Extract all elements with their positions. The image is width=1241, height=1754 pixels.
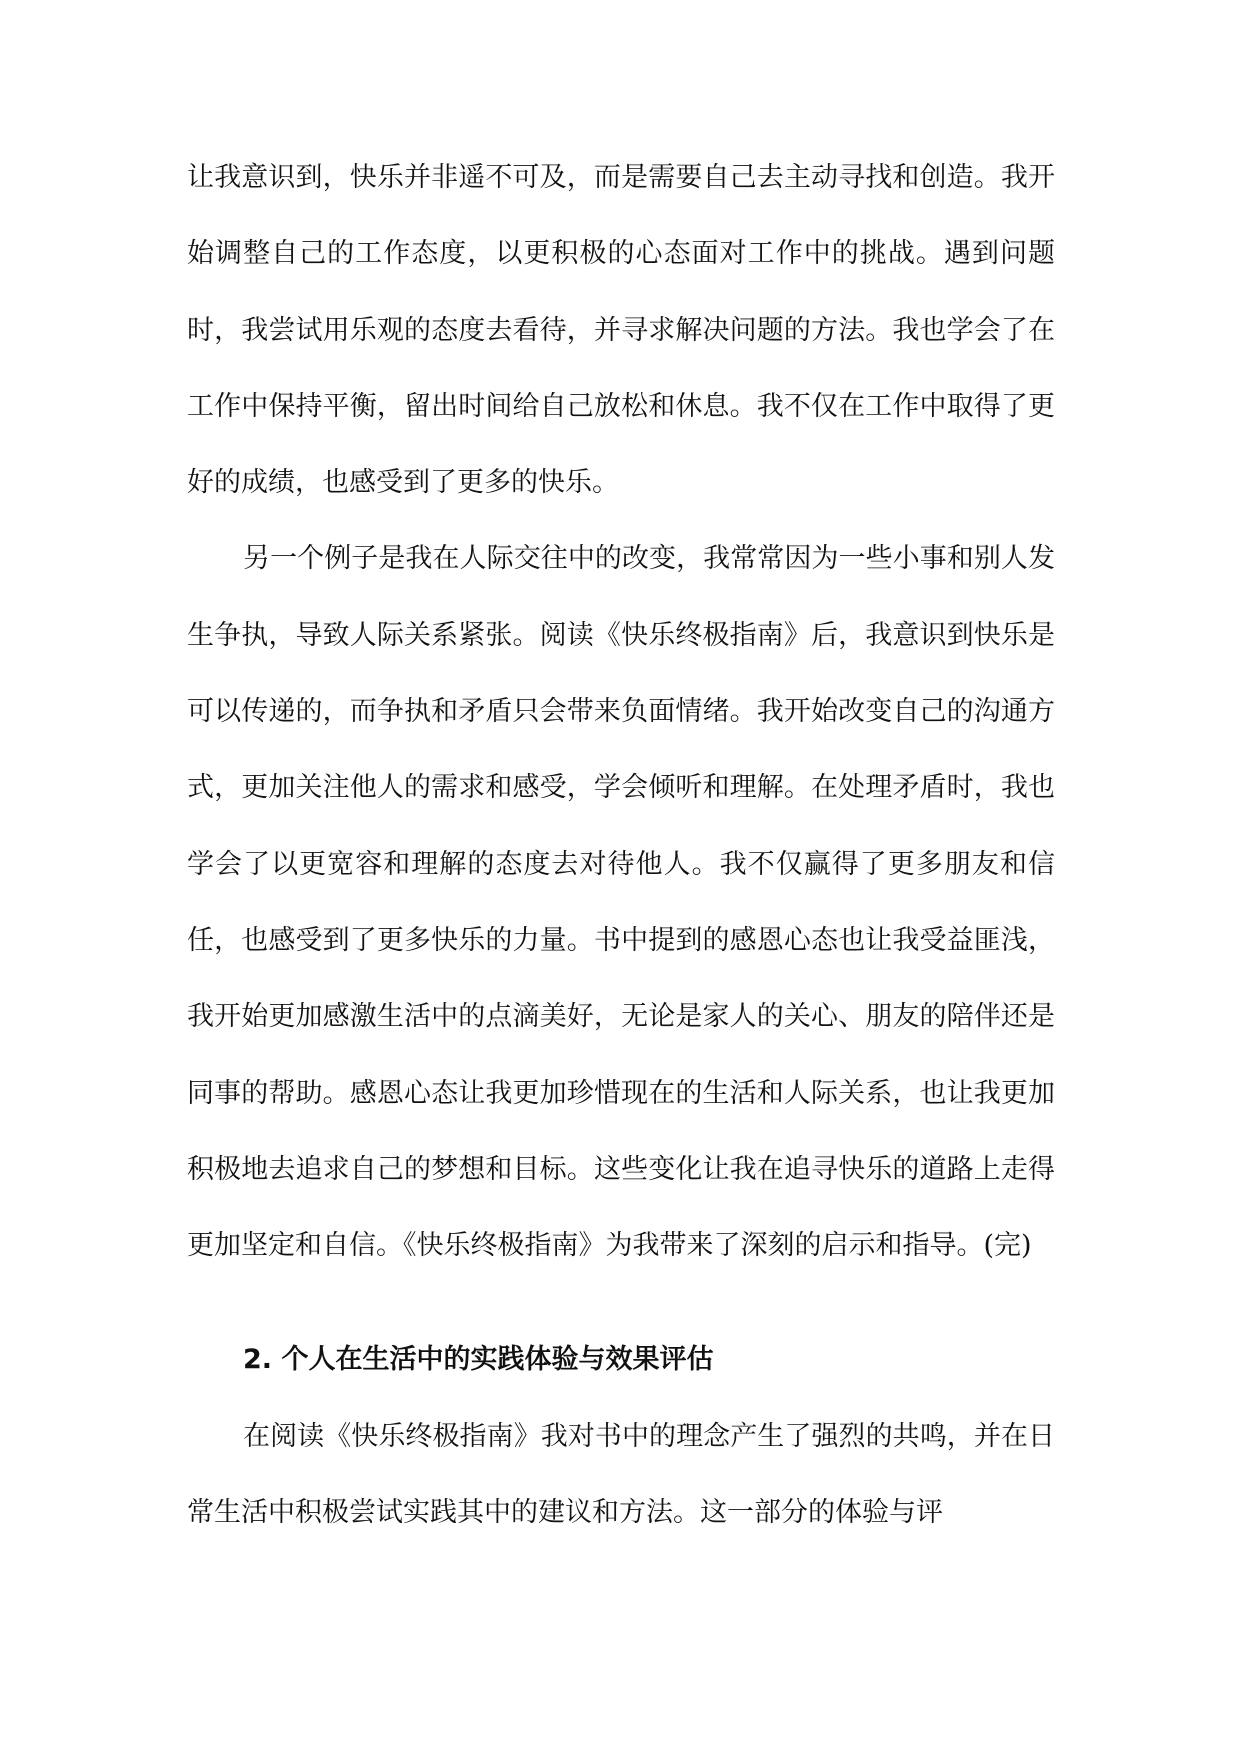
section-spacer — [187, 1284, 1055, 1322]
paragraph-practice-intro: 在阅读《快乐终极指南》我对书中的理念产生了强烈的共鸣，并在日常生活中积极尝试实践其中的建议和方法。这一部分的体验与评 — [187, 1420, 1055, 1529]
paragraph-interpersonal-change: 另一个例子是我在人际交往中的改变，我常常因为一些小事和别人发生争执，导致人际关系紧张。阅读《快乐终极指南》后，我意识到快乐是可以传递的，而争执和矛盾只会带来负面情绪。我开始改变自己的沟通方式，更加关注他人的需求和感受，学会倾听和理解。在处理矛盾时，我也学会了以更宽容和理解的态度去对待他人。我不仅赢得了更多朋友和信任，也感受到了更多快乐的力量。书中提到的感恩心态也让我受益匪浅，我开始更加感激生活中的点滴美好，无论是家人的关心、朋友的陪伴还是同事的帮助。感恩心态让我更加珍惜现在的生活和人际关系，也让我更加积极地去追求自己的梦想和目标。这些变化让我在追寻快乐的道路上走得更加坚定和自信。《快乐终极指南》为我带来了深刻的启示和指导。(完) — [187, 543, 1055, 1262]
section-heading: 2. 个人在生活中的实践体验与效果评估 — [243, 1344, 714, 1376]
paragraph-work-attitude: 让我意识到，快乐并非遥不可及，而是需要自己去主动寻找和创造。我开始调整自己的工作态度，以更积极的心态面对工作中的挑战。遇到问题时，我尝试用乐观的态度去看待，并寻求解决问题的方法。我也学会了在工作中保持平衡，留出时间给自己放松和休息。我不仅在工作中取得了更好的成绩，也感受到了更多的快乐。 — [187, 162, 1055, 499]
document-body — [187, 140, 1055, 1551]
